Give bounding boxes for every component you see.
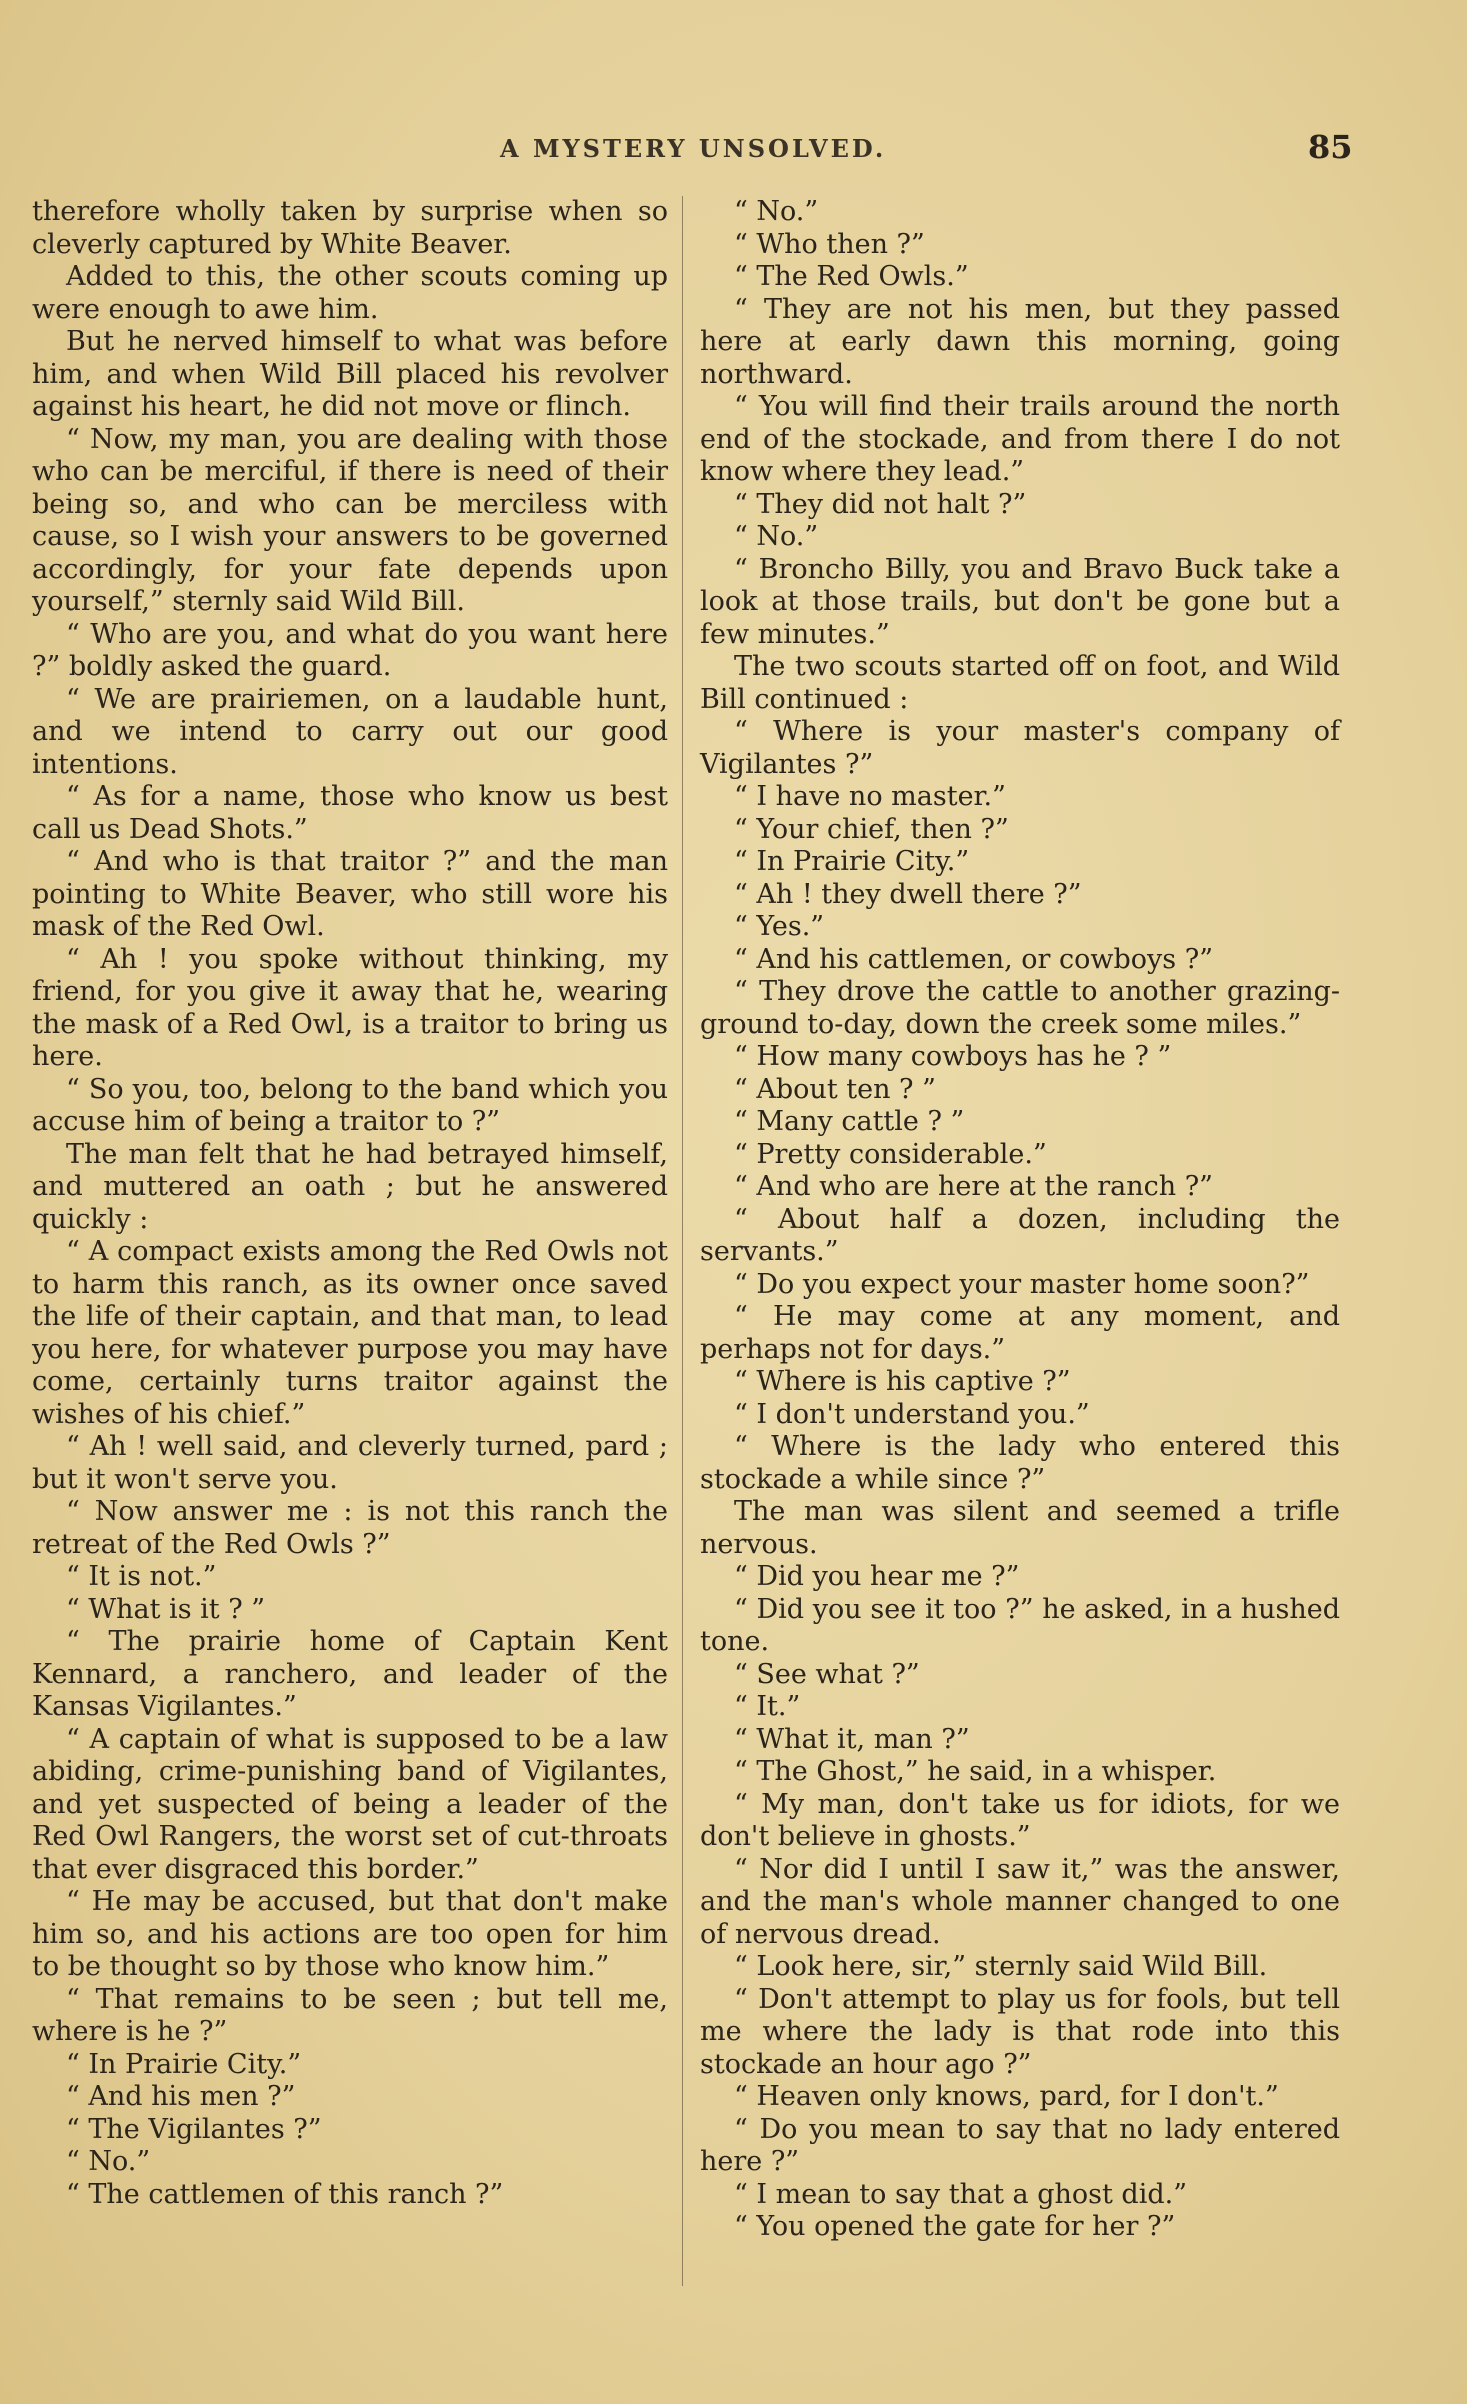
paragraph: “ They drove the cattle to another grazing-ground to-day, down the creek some miles.”: [700, 976, 1340, 1040]
paragraph: But he nerved himself to what was before him, and when Wild Bill placed his revolver against his heart, he did not move or flinch.: [32, 326, 668, 422]
running-head: [0, 128, 1467, 172]
paragraph: “ Where is your master's company of Vigilantes ?”: [700, 716, 1340, 780]
column-divider: [682, 196, 683, 2286]
paragraph: The two scouts started off on foot, and Wild Bill continued :: [700, 651, 1340, 715]
paragraph: “ The Red Owls.”: [734, 261, 969, 292]
paragraph: “ Now answer me : is not this ranch the retreat of the Red Owls ?”: [32, 1496, 668, 1560]
paragraph: “ You opened the gate for her ?”: [734, 2211, 1176, 2242]
paragraph: “ A captain of what is supposed to be a law abiding, crime-punishing band of Vigilantes, and yet suspected of being a leader of the Red Owl Rangers, the worst set of cut-throats that ever disgraced this border.”: [32, 1723, 668, 1885]
paragraph: “ He may be accused, but that don't make him so, and his actions are too open for him to be thought so by those who know him.”: [32, 1886, 668, 1982]
paragraph: therefore wholly taken by surprise when so cleverly captured by White Beaver.: [32, 196, 668, 260]
paragraph: “ About half a dozen, including the servants.”: [700, 1203, 1340, 1267]
paragraph: “ Ah ! you spoke without thinking, my friend, for you give it away that he, wearing the mask of a Red Owl, is a traitor to bring us here.: [32, 943, 668, 1072]
paragraph: “ No.”: [734, 521, 819, 552]
paragraph: “ Broncho Billy, you and Bravo Buck take a look at those trails, but don't be gone but a few minutes.”: [700, 553, 1340, 650]
paragraph: “ Pretty considerable.”: [734, 1138, 1047, 1170]
paragraph: “ Your chief, then ?”: [734, 813, 1009, 845]
paragraph: “ I have no master.”: [734, 781, 1006, 812]
paragraph: “ Yes.”: [734, 911, 825, 942]
paragraph: “ Nor did I until I saw it,” was the answer, and the man's whole manner changed to one of nervous dread.: [700, 1853, 1340, 1950]
paragraph: “ And his cattlemen, or cowboys ?”: [734, 943, 1214, 975]
paragraph: “ How many cowboys has he ? ”: [734, 1041, 1172, 1072]
paragraph: “ So you, too, belong to the band which you accuse him of being a traitor to ?”: [32, 1073, 668, 1137]
paragraph: “ The Ghost,” he said, in a whisper.: [734, 1756, 1217, 1787]
paragraph: “ What is it ? ”: [66, 1593, 266, 1625]
paragraph: The man was silent and seemed a trifle nervous.: [700, 1496, 1340, 1560]
paragraph: “ Did you see it too ?” he asked, in a hushed tone.: [700, 1593, 1340, 1657]
paragraph: “ Ah ! well said, and cleverly turned, pard ; but it won't serve you.: [32, 1431, 668, 1495]
paragraph: “ Do you expect your master home soon?”: [734, 1268, 1310, 1300]
running-title: A MYSTERY UNSOLVED.: [500, 134, 887, 163]
paragraph: “ The prairie home of Captain Kent Kennard, a ranchero, and leader of the Kansas Vigilantes.”: [32, 1626, 668, 1722]
left-text-column: [32, 196, 668, 2211]
paragraph: “ In Prairie City.”: [734, 846, 970, 877]
paragraph: “ As for a name, those who know us best call us Dead Shots.”: [32, 781, 668, 845]
paragraph: “ No.”: [734, 196, 819, 227]
paragraph: “ Heaven only knows, pard, for I don't.”: [734, 2081, 1279, 2112]
paragraph: “ Do you mean to say that no lady entered here ?”: [700, 2113, 1340, 2177]
paragraph: “ No.”: [66, 2146, 151, 2177]
paragraph: “ I mean to say that a ghost did.”: [734, 2178, 1188, 2210]
paragraph: “ Don't attempt to play us for fools, but tell me where the lady is that rode into this stockade an hour ago ?”: [700, 1983, 1340, 2080]
paragraph: The man felt that he had betrayed himself, and muttered an oath ; but he answered quickly :: [32, 1138, 668, 1235]
paragraph: “ Now, my man, you are dealing with those who can be merciful, if there is need of their being so, and who can be merciless with cause, so I wish your answers to be governed accordingly, for your fate depends upon yourself,” sternly said Wild Bill.: [32, 423, 668, 617]
paragraph: “ The Vigilantes ?”: [66, 2113, 322, 2145]
paragraph: “ And who is that traitor ?” and the man pointing to White Beaver, who still wore his mask of the Red Owl.: [32, 846, 668, 942]
paragraph: “ Where is his captive ?”: [734, 1366, 1071, 1397]
paragraph: “ It.”: [734, 1691, 801, 1722]
paragraph: “ They are not his men, but they passed here at early dawn this morning, going northward.: [700, 293, 1340, 390]
paragraph: Added to this, the other scouts coming up were enough to awe him.: [32, 261, 668, 325]
paragraph: “ About ten ? ”: [734, 1073, 936, 1105]
paragraph: “ The cattlemen of this ranch ?”: [66, 2178, 504, 2210]
paragraph: “ A compact exists among the Red Owls not to harm this ranch, as its owner once saved the life of their captain, and that man, to lead you here, for whatever purpose you may have come, certainly turns traitor against the wishes of his chief.”: [32, 1236, 668, 1430]
right-text-column: [700, 196, 1340, 2244]
paragraph: “ Ah ! they dwell there ?”: [734, 878, 1082, 910]
paragraph: “ And his men ?”: [66, 2081, 296, 2112]
paragraph: “ That remains to be seen ; but tell me, where is he ?”: [32, 1983, 668, 2047]
paragraph: “ Who then ?”: [734, 228, 925, 260]
paragraph: “ Who are you, and what do you want here ?” boldly asked the guard.: [32, 618, 668, 682]
paragraph: “ We are prairiemen, on a laudable hunt, and we intend to carry out our good intentions.: [32, 683, 668, 780]
paragraph: “ And who are here at the ranch ?”: [734, 1171, 1213, 1202]
paragraph: “ It is not.”: [66, 1561, 217, 1592]
paragraph: “ You will find their trails around the north end of the stockade, and from there I do not know where they lead.”: [700, 391, 1340, 487]
paragraph: “ Many cattle ? ”: [734, 1106, 965, 1137]
paragraph: “ What it, man ?”: [734, 1723, 970, 1755]
paragraph: “ Look here, sir,” sternly said Wild Bill.: [734, 1951, 1268, 1982]
paragraph: “ See what ?”: [734, 1658, 920, 1690]
paragraph: “ He may come at any moment, and perhaps not for days.”: [700, 1301, 1340, 1365]
paragraph: “ Where is the lady who entered this stockade a while since ?”: [700, 1431, 1340, 1495]
paragraph: “ Did you hear me ?”: [734, 1561, 1020, 1592]
paragraph: “ In Prairie City.”: [66, 2048, 302, 2080]
paragraph: “ They did not halt ?”: [734, 488, 1027, 520]
paragraph: “ I don't understand you.”: [734, 1398, 1090, 1430]
paragraph: “ My man, don't take us for idiots, for we don't believe in ghosts.”: [700, 1788, 1340, 1852]
page-number: 85: [1308, 128, 1353, 166]
